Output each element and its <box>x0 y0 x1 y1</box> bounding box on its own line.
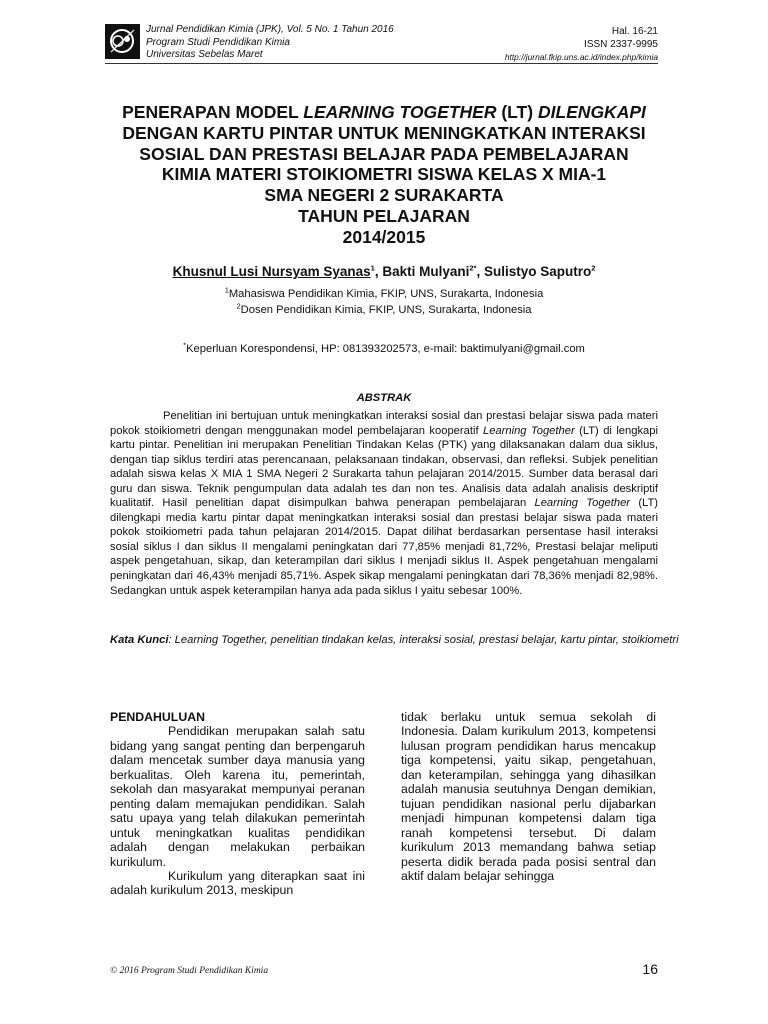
journal-meta <box>505 26 658 64</box>
journal-line: Jurnal Pendidikan Kimia (JPK), Vol. 5 No. 1 Tahun 2016 <box>146 24 394 35</box>
title-line: SMA NEGERI 2 SURAKARTA <box>264 185 504 206</box>
author-superscript: 2 <box>591 263 596 273</box>
author-name: Khusnul Lusi Nursyam Syanas <box>172 264 371 279</box>
author-superscript: 1 <box>370 263 375 273</box>
author-separator: , <box>374 264 383 279</box>
keywords <box>110 633 730 648</box>
correspondence-text: Keperluan Korespondensi, HP: 081393202573, e-mail: baktimulyani@gmail.com <box>186 343 585 355</box>
keywords-label: Kata Kunci <box>110 634 169 646</box>
paper-title <box>100 102 668 248</box>
title-italic: LEARNING TOGETHER <box>303 102 497 122</box>
right-column <box>401 710 656 883</box>
author-list <box>100 264 668 279</box>
correspondence-superscript: * <box>183 340 187 350</box>
affiliation-superscript: 1 <box>224 285 229 295</box>
page-range: Hal. 16-21 <box>611 26 658 37</box>
title-line: DENGAN KARTU PINTAR UNTUK MENINGKATKAN INTERAKSI <box>122 122 646 143</box>
affiliation <box>100 303 668 318</box>
title-line: TAHUN PELAJARAN <box>298 205 470 226</box>
abstract-text: (LT) dilengkapi media kartu pintar dapat meningkatkan interaksi sosial dan prestasi belajar siswa pada materi pokok stoikiometri pada tahun pelajaran 2014/2015. Dapat dilihat berdasarkan persentase hasil interaksi sosial siklus I dan siklus II mengalami peningkatan dari 77,85% menjadi 81,72%, Prestasi belajar meliputi aspek pengetahuan, sikap, dan keterampilan dari siklus I menjadi siklus II. Aspek pengetahuan mengalami peningkatan dari 46,43% menjadi 85,71%. Aspek sikap mengalami peningkatan dari 78,36% menjadi 82,98%. Sedangkan untuk aspek keterampilan hanya ada pada siklus I yaitu sebesar 100%. <box>110 497 658 597</box>
title-line: SOSIAL DAN PRESTASI BELAJAR PADA PEMBELAJARAN <box>139 143 629 164</box>
abstract-text: Penelitian ini bertujuan untuk meningkatkan interaksi sosial dan prestasi belajar siswa pada materi pokok stoikiometri dengan menggunakan model pembelajaran kooperatif <box>110 410 658 437</box>
affiliation-text: Dosen Pendidikan Kimia, FKIP, UNS, Surakarta, Indonesia <box>240 304 532 316</box>
abstract-text: (LT) di lengkapi kartu pintar. Penelitian ini merupakan Penelitian Tindakan Kelas (PTK) yang dilaksanakan dalam dua siklus, dengan tiap siklus terdiri atas perencanaan, pelaksanaan tindakan, observasi, dan refleksi. Subjek penelitian adalah siswa kelas X MIA 1 SMA Negeri 2 Surakarta tahun pelajaran 2014/2015. Sumber data berasal dari guru dan siswa. Teknik pengumpulan data adalah tes dan non tes. Analisis data adalah analisis deskriptif kualitatif. Hasil penelitian dapat disimpulkan bahwa penerapan pembelajaran <box>110 424 658 510</box>
affiliation-text: Mahasiswa Pendidikan Kimia, FKIP, UNS, Surakarta, Indonesia <box>228 288 544 300</box>
body-paragraph: Pendidikan merupakan salah satu bidang yang sangat penting dan berpengaruh dalam mencetak sumber daya manusia yang berkualitas. Oleh karena itu, pemerintah, sekolah dan masyarakat mempunyai peranan penting dalam memajukan pendidikan. Salah satu upaya yang telah dilakukan pemerintah untuk meningkatkan kualitas pendidikan adalah dengan melakukan perbaikan kurikulum. <box>110 724 365 869</box>
affiliation-superscript: 2 <box>236 301 241 311</box>
left-column <box>110 710 365 898</box>
header-rule <box>105 63 658 64</box>
issn: ISSN 2337-9995 <box>584 38 658 50</box>
program-name: Program Studi Pendidikan Kimia <box>146 36 290 48</box>
author-name: Sulistyo Saputro <box>483 264 592 279</box>
author-separator: , <box>476 264 484 279</box>
abstract-body <box>110 409 658 598</box>
footer-copyright: © 2016 Program Studi Pendidikan Kimia <box>110 966 269 976</box>
section-heading: PENDAHULUAN <box>110 710 205 724</box>
affiliation <box>100 287 668 302</box>
abstract-italic: Learning Together <box>482 424 575 437</box>
author-name: Bakti Mulyani <box>382 264 470 279</box>
keywords-text: : Learning Together, penelitian tindakan kelas, interaksi sosial, prestasi belajar, kartu pintar, stoikiometri <box>168 634 679 646</box>
title-text: (LT) <box>496 102 538 122</box>
abstract-italic: Learning Together <box>534 497 631 510</box>
title-text: PENERAPAN MODEL <box>122 102 304 122</box>
author-superscript: 2* <box>469 263 477 273</box>
title-italic: DILENGKAPI <box>537 102 646 122</box>
page-number: 16 <box>642 961 658 977</box>
correspondence <box>100 340 668 355</box>
title-line: KIMIA MATERI STOIKIOMETRI SISWA KELAS X MIA-1 <box>161 164 607 185</box>
university-name: Universitas Sebelas Maret <box>146 49 263 60</box>
journal-url[interactable]: http://jurnal.fkip.uns.ac.id/index.php/kimia <box>504 52 658 62</box>
journal-logo <box>105 24 140 59</box>
title-line: 2014/2015 <box>342 226 426 247</box>
body-paragraph: tidak berlaku untuk semua sekolah di Indonesia. Dalam kurikulum 2013, kompetensi lulusan program pendidikan harus mencakup tiga kompetensi, yaitu sikap, pengetahuan, dan keterampilan, sehingga yang dihasilkan adalah manusia seutuhnya Dengan demikian, tujuan pendidikan nasional perlu dijabarkan menjadi himpunan kompetensi dalam tiga ranah kompetensi tersebut. Di dalam kurikulum 2013 memandang bahwa setiap peserta didik berada pada posisi sentral dan aktif dalam belajar sehingga <box>401 710 656 883</box>
journal-header <box>146 24 394 62</box>
abstract-heading: ABSTRAK <box>356 392 412 404</box>
body-paragraph: Kurikulum yang diterapkan saat ini adalah kurikulum 2013, meskipun <box>110 868 365 898</box>
